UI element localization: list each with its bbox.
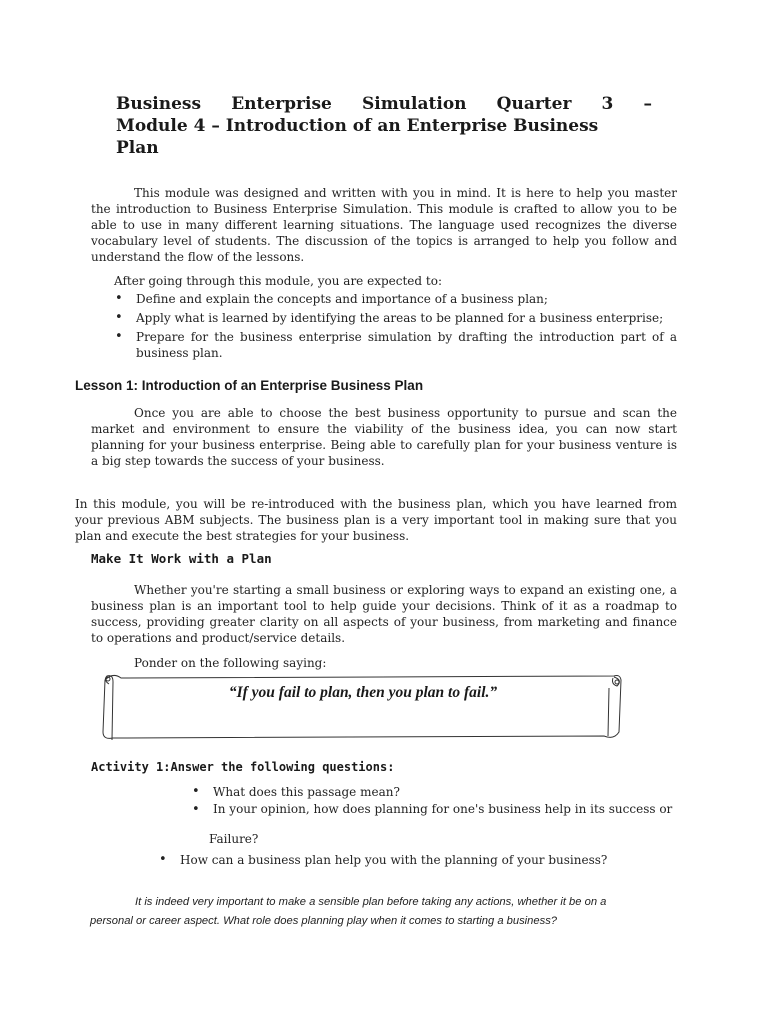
ponder-text: Ponder on the following saying: [134,656,327,670]
activity-heading: Activity 1:Answer the following questions: [91,760,395,774]
section-paragraph: Whether you're starting a small business or exploring ways to expand an existing one, a business plan is an important tool to help guide your decisions. Think of it as a roadmap to success, providing greater clarity on all aspects of your business, from marketing and finance to operations and product/service details. [91,583,677,645]
intro-paragraph: This module was designed and written with you in mind. It is here to help you master the introduction to Business Enterprise Simulation. This module is crafted to allow you to be able to use in many different learning situations. The language used recognizes the diverse vocabulary level of students. The discussion of the topics is arranged to help you follow and understand the flow of the lessons. [91,186,677,264]
closing-line-2: personal or career aspect. What role does planning play when it comes to starting a business? [90,915,558,927]
title-line-3: Plan [116,138,159,158]
objective-item: • Define and explain the concepts and importance of a business plan; [136,291,677,307]
question-item: • How can a business plan help you with the planning of your business? [180,852,680,868]
document-title [116,93,652,159]
lesson-paragraph: Once you are able to choose the best business opportunity to pursue and scan the market and environment to ensure the viability of the business idea, you can now start planning for your business enterprise. Being able to carefully plan for your business venture is a big step towards the success of your business. [91,406,677,468]
title-line-2: Module 4 – Introduction of an Enterprise Business [116,116,599,136]
objectives-list [136,291,677,361]
objective-item: • Apply what is learned by identifying the areas to be planned for a business enterprise; [136,310,677,326]
scroll-banner-icon [99,670,625,748]
title-line-1: Business Enterprise Simulation Quarter 3 – [116,94,652,114]
lesson-heading: Lesson 1: Introduction of an Enterprise Business Plan [75,378,424,393]
module-paragraph: In this module, you will be re-introduced with the business plan, which you have learned from your previous ABM subjects. The business plan is a very important tool in making sure that you plan and execute the best strategies for your business. [75,497,677,543]
question-item: • What does this passage mean? [213,784,683,800]
section-heading: Make It Work with a Plan [91,551,272,566]
closing-line-1: It is indeed very important to make a sensible plan before taking any actions, whether it be on a [135,896,607,908]
activity-question-last [180,852,680,868]
activity-questions [213,784,683,816]
objectives-lead: After going through this module, you are expected to: [114,274,442,288]
quote-text: “If you fail to plan, then you plan to fail.” [228,684,498,701]
question-item: • In your opinion, how does planning for one's business help in its success or [213,803,683,816]
question-continuation: Failure? [209,832,259,846]
objective-item: • Prepare for the business enterprise simulation by drafting the introduction part of a business plan. [136,329,677,361]
closing-text [90,893,680,931]
